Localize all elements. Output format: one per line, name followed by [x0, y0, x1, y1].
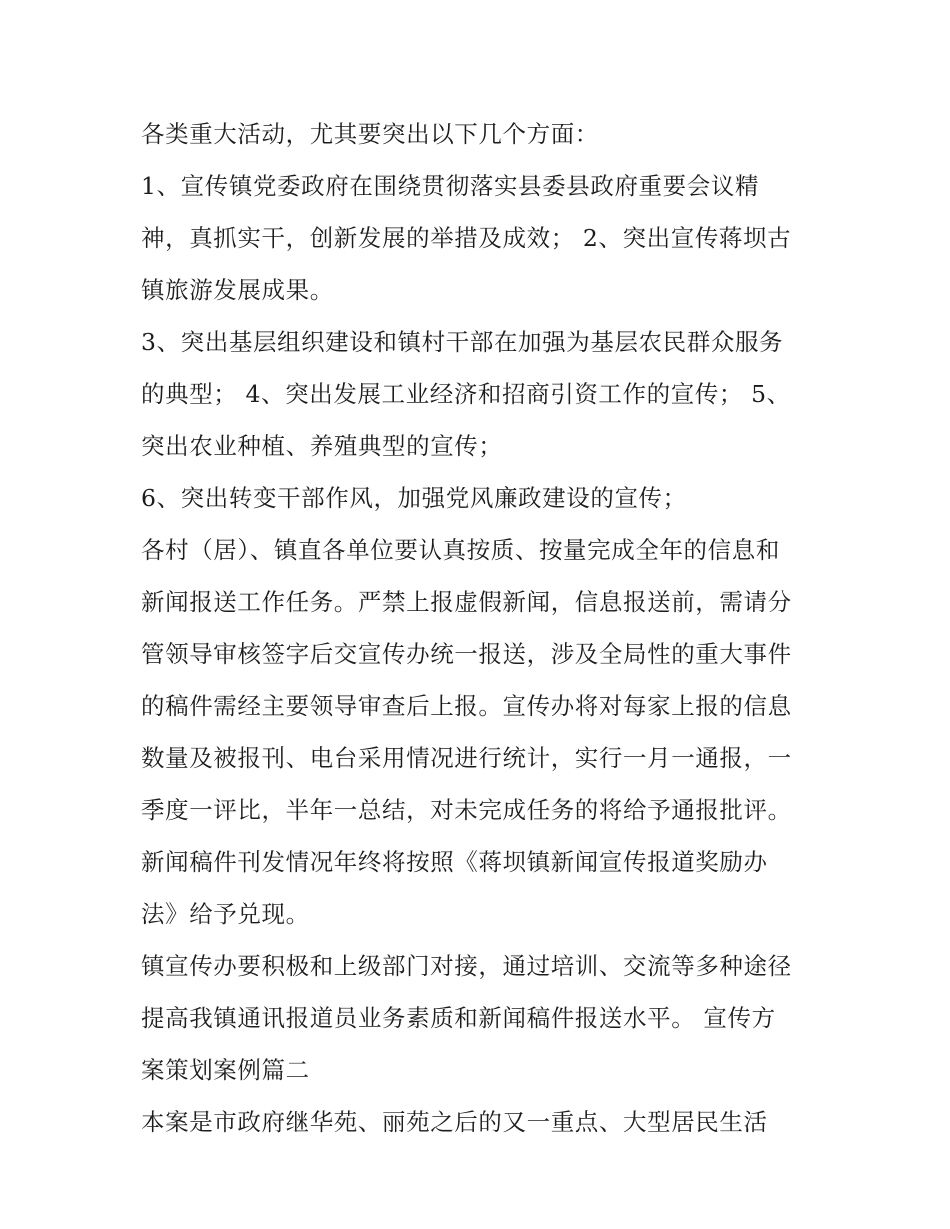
text-line: 各类重大活动，尤其要突出以下几个方面： [141, 120, 599, 148]
text-line: 新闻报送工作任务。严禁上报虚假新闻，信息报送前，需请分 [141, 588, 792, 616]
text-line: 数量及被报刊、电台采用情况进行统计，实行一月一通报，一 [141, 744, 792, 772]
text-line: 提高我镇通讯报道员业务素质和新闻稿件报送水平。 宣传方 [141, 1004, 776, 1032]
text-line: 各村（居）、镇直各单位要认真按质、按量完成全年的信息和 [141, 536, 780, 564]
text-line: 本案是市政府继华苑、丽苑之后的又一重点、大型居民生活 [141, 1108, 768, 1136]
text-line: 突出农业种植、养殖典型的宣传； [141, 432, 503, 460]
text-line: 管领导审核签字后交宣传办统一报送，涉及全局性的重大事件 [141, 640, 792, 668]
text-line: 3、突出基层组织建设和镇村干部在加强为基层农民群众服务 [141, 328, 784, 356]
text-line: 季度一评比，半年一总结，对未完成任务的将给予通报批评。 [141, 796, 792, 824]
text-line: 新闻稿件刊发情况年终将按照《蒋坝镇新闻宣传报道奖励办 [141, 848, 768, 876]
text-line: 镇旅游发展成果。 [141, 276, 334, 304]
text-line: 神，真抓实干，创新发展的举措及成效； 2、突出宣传蒋坝古 [141, 224, 792, 252]
text-line: 的典型； 4、突出发展工业经济和招商引资工作的宣传； 5、 [141, 380, 791, 408]
text-line: 镇宣传办要积极和上级部门对接，通过培训、交流等多种途径 [141, 952, 792, 980]
text-line: 1、宣传镇党委政府在围绕贯彻落实县委县政府重要会议精 [141, 172, 760, 200]
text-line: 的稿件需经主要领导审查后上报。宣传办将对每家上报的信息 [141, 692, 792, 720]
text-line: 案策划案例篇二 [141, 1056, 310, 1084]
text-line: 法》给予兑现。 [141, 900, 310, 928]
text-line: 6、突出转变干部作风，加强党风廉政建设的宣传； [141, 484, 687, 512]
document-body [141, 108, 821, 1148]
